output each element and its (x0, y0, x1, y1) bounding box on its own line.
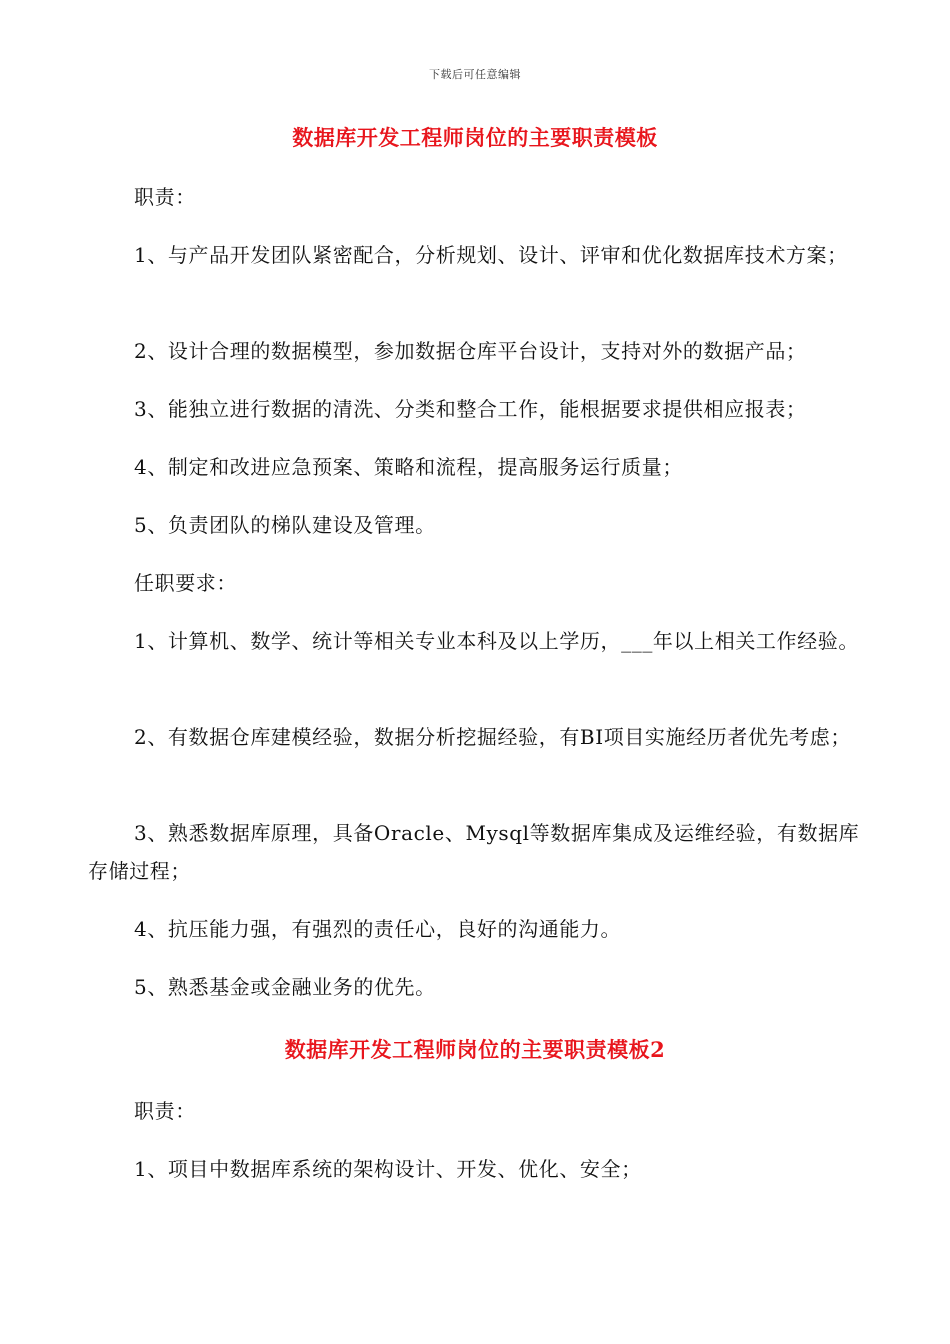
section1-requirements-heading: 任职要求： (134, 571, 237, 595)
section1-duty-4: 4、制定和改进应急预案、策略和流程，提高服务运行质量； (134, 455, 683, 479)
section1-duty-5: 5、负责团队的梯队建设及管理。 (134, 513, 436, 537)
section1-requirement-5: 5、熟悉基金或金融业务的优先。 (134, 975, 436, 999)
section1-requirement-1: 1、计算机、数学、统计等相关专业本科及以上学历，___年以上相关工作经验。 (134, 629, 859, 653)
section2-duties-heading: 职责： (134, 1099, 196, 1123)
section1-duty-3: 3、能独立进行数据的清洗、分类和整合工作，能根据要求提供相应报表； (134, 397, 807, 421)
header-note: 下载后可任意编辑 (429, 68, 521, 81)
section1-requirement-2: 2、有数据仓库建模经验，数据分析挖掘经验，有BI项目实施经历者优先考虑； (134, 725, 851, 749)
section1-title: 数据库开发工程师岗位的主要职责模板 (292, 125, 658, 150)
section1-duty-2: 2、设计合理的数据模型，参加数据仓库平台设计，支持对外的数据产品； (134, 339, 807, 363)
section1-duties-heading: 职责： (134, 185, 196, 209)
section2-duty-1: 1、项目中数据库系统的架构设计、开发、优化、安全； (134, 1157, 642, 1181)
section2-title: 数据库开发工程师岗位的主要职责模板2 (284, 1037, 666, 1062)
section1-requirement-4: 4、抗压能力强，有强烈的责任心，良好的沟通能力。 (134, 917, 622, 941)
section1-requirement-3: 3、熟悉数据库原理，具备Oracle、Mysql等数据库集成及运维经验，有数据库存储过程； (88, 821, 860, 883)
section1-duty-1: 1、与产品开发团队紧密配合，分析规划、设计、评审和优化数据库技术方案； (134, 243, 848, 267)
